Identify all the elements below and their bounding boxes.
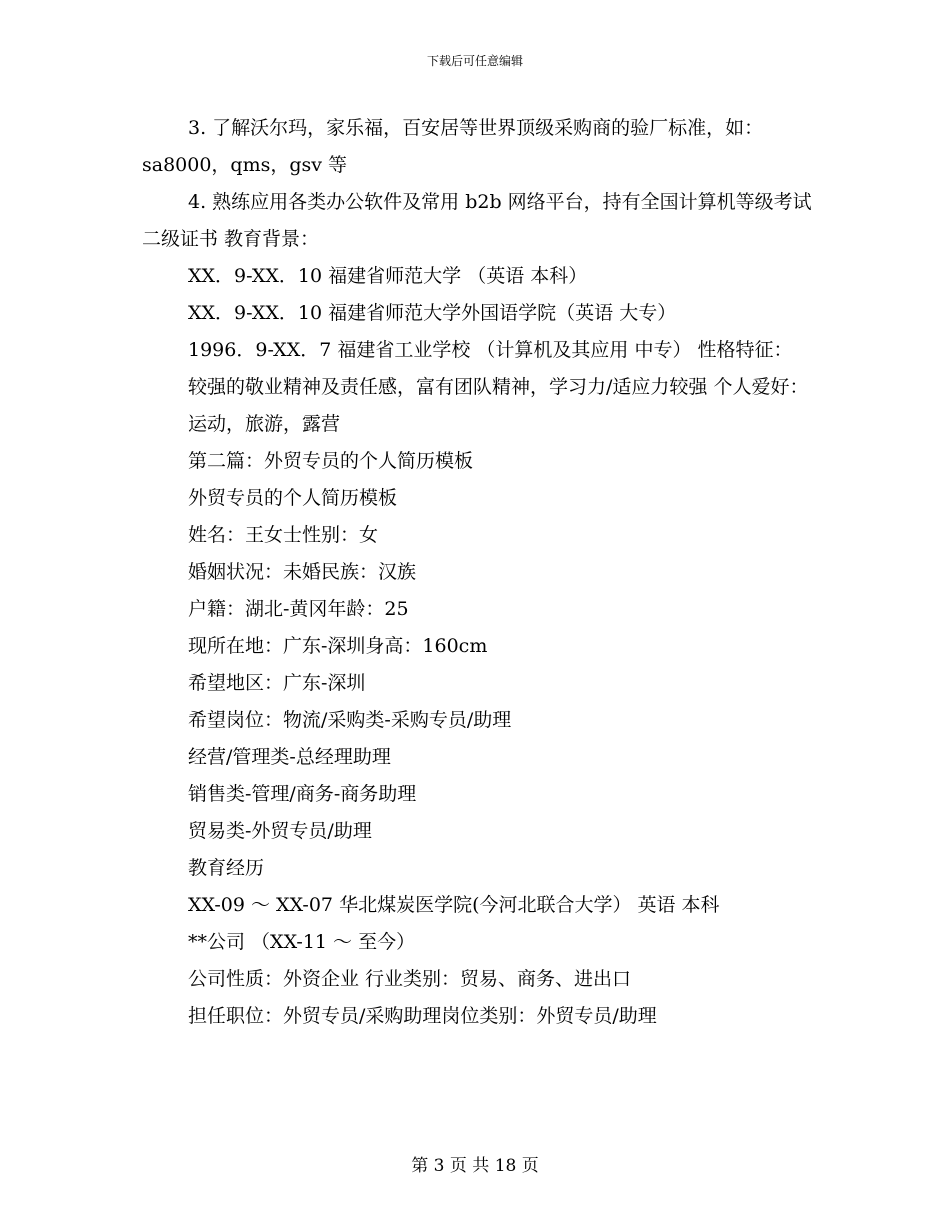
info-line: 婚姻状况：未婚民族：汉族 <box>188 561 417 583</box>
paragraph: 运动，旅游，露营 <box>188 413 341 435</box>
page-footer: 第 3 页 共 18 页 <box>411 1156 539 1176</box>
section-heading: 第二篇：外贸专员的个人简历模板 <box>188 450 474 472</box>
info-line: 户籍：湖北-黄冈年龄：25 <box>188 598 409 620</box>
info-line: 希望地区：广东-深圳 <box>188 672 366 694</box>
document-body <box>142 110 812 1035</box>
resume-title: 外贸专员的个人简历模板 <box>188 487 398 509</box>
info-line: 希望岗位：物流/采购类-采购专员/助理 <box>188 709 512 731</box>
work-entry: **公司 （XX-11 ～ 至今） <box>188 931 416 953</box>
paragraph: XX．9-XX．10 福建省师范大学 （英语 本科） <box>188 265 588 287</box>
page-header: 下载后可任意编辑 <box>426 54 523 68</box>
education-entry: XX-09 ～ XX-07 华北煤炭医学院(今河北联合大学） 英语 本科 <box>188 894 720 916</box>
paragraph: XX．9-XX．10 福建省师范大学外国语学院（英语 大专） <box>188 302 677 324</box>
info-line: 经营/管理类-总经理助理 <box>188 746 391 768</box>
info-line: 销售类-管理/商务-商务助理 <box>188 783 417 805</box>
info-line: 姓名：王女士性别：女 <box>188 524 379 546</box>
info-line: 担任职位：外贸专员/采购助理岗位类别：外贸专员/助理 <box>188 1005 657 1027</box>
paragraph: 4. 熟练应用各类办公软件及常用 b2b 网络平台，持有全国计算机等级考试二级证书 教育背景： <box>142 191 812 250</box>
paragraph: 较强的敬业精神及责任感，富有团队精神，学习力/适应力较强 个人爱好： <box>188 376 809 398</box>
paragraph: 1996．9-XX．7 福建省工业学校 （计算机及其应用 中专） 性格特征： <box>188 339 793 361</box>
info-line: 贸易类-外贸专员/助理 <box>188 820 372 842</box>
info-line: 公司性质：外资企业 行业类别：贸易、商务、进出口 <box>188 968 632 990</box>
section-heading: 教育经历 <box>188 857 265 879</box>
info-line: 现所在地：广东-深圳身高：160cm <box>188 635 488 657</box>
paragraph: 3. 了解沃尔玛，家乐福，百安居等世界顶级采购商的验厂标准，如：sa8000，qms，gsv 等 <box>142 117 764 176</box>
